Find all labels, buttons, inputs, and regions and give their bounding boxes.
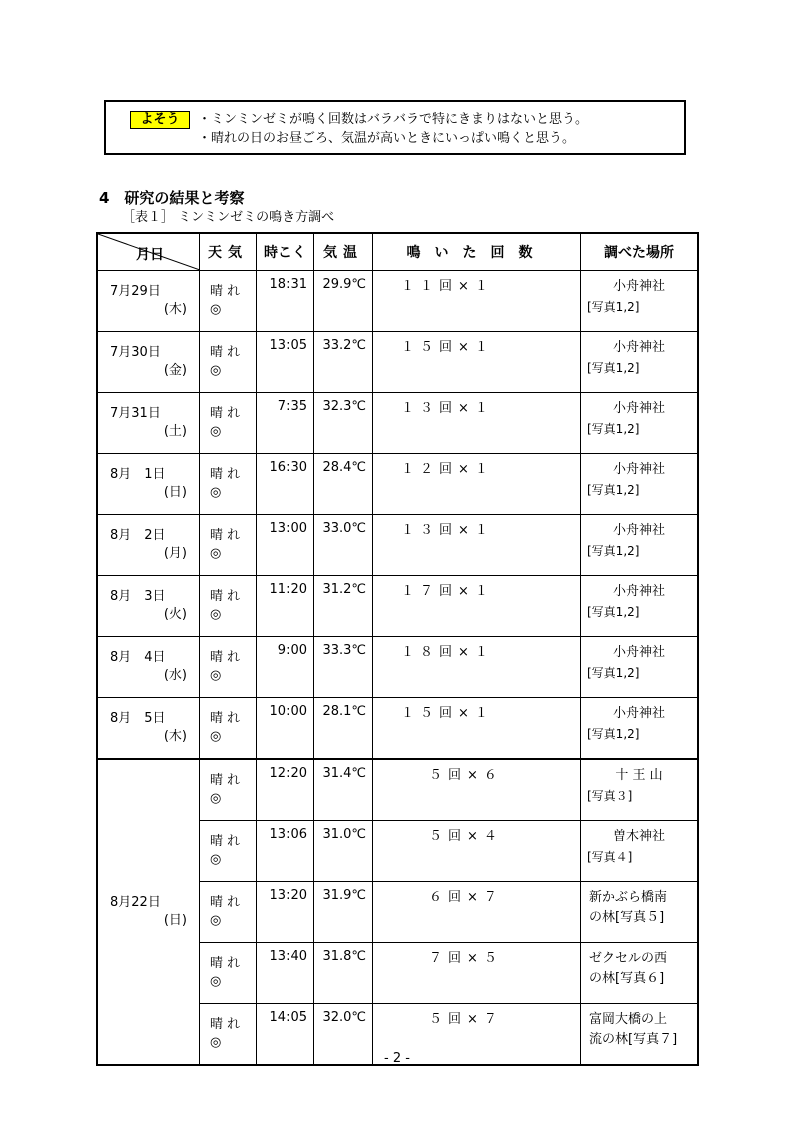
sunny-mark: ◎ (210, 791, 222, 806)
weather-cell (200, 515, 257, 576)
time-cell: 10:00 (257, 698, 314, 760)
temp-cell: 29.9℃ (314, 271, 373, 332)
weather-text: 晴 れ (210, 895, 241, 910)
call-count-cell: ６回×７ (373, 882, 581, 943)
weather-cell (200, 332, 257, 393)
call-count-cell: ５回×４ (373, 821, 581, 882)
place-cell (581, 515, 698, 576)
sunny-mark: ◎ (210, 363, 222, 378)
weather-text: 晴 れ (210, 406, 241, 421)
date-cell (98, 515, 200, 576)
date-month-day: 8月 1日 (110, 467, 166, 482)
weather-cell (200, 454, 257, 515)
sunny-mark: ◎ (210, 913, 222, 928)
weather-cell (200, 759, 257, 821)
photo-ref: [写真1,2] (587, 605, 640, 619)
weather-text: 晴 れ (210, 528, 241, 543)
table-row (98, 332, 698, 393)
time-cell: 13:05 (257, 332, 314, 393)
date-weekday: (火) (163, 607, 187, 622)
call-count-cell: １３回×１ (373, 393, 581, 454)
call-count-cell: １２回×１ (373, 454, 581, 515)
table-row (98, 576, 698, 637)
table-row (98, 454, 698, 515)
place-name: ゼクセルの西 (589, 951, 668, 966)
weather-text: 晴 れ (210, 956, 241, 971)
date-cell (98, 393, 200, 454)
photo-ref: [写真1,2] (587, 300, 640, 314)
temp-cell: 31.9℃ (314, 882, 373, 943)
weather-cell (200, 576, 257, 637)
call-count-cell: ５回×６ (373, 759, 581, 821)
place-name: 曽木神社 (612, 829, 665, 844)
date-weekday: (金) (163, 363, 187, 378)
place-cell (581, 393, 698, 454)
temp-cell: 31.8℃ (314, 943, 373, 1004)
time-cell: 18:31 (257, 271, 314, 332)
header-date-label: 月日 (136, 247, 164, 263)
date-cell (98, 271, 200, 332)
weather-cell (200, 882, 257, 943)
time-cell: 13:06 (257, 821, 314, 882)
date-month-day: 7月30日 (110, 345, 161, 360)
photo-ref: の林[写真５] (589, 910, 665, 925)
date-cell (98, 332, 200, 393)
temp-cell: 28.4℃ (314, 454, 373, 515)
temp-cell: 31.2℃ (314, 576, 373, 637)
photo-ref: [写真1,2] (587, 666, 640, 680)
table-row (98, 698, 698, 760)
temp-cell: 31.4℃ (314, 759, 373, 821)
temp-cell: 33.0℃ (314, 515, 373, 576)
sunny-mark: ◎ (210, 485, 222, 500)
photo-ref: の林[写真６] (589, 971, 665, 986)
place-name: 十 王 山 (615, 768, 663, 783)
weather-cell (200, 698, 257, 760)
date-weekday: (月) (163, 546, 187, 561)
prediction-label: よそう (130, 111, 190, 129)
weather-text: 晴 れ (210, 1017, 241, 1032)
table-row (98, 515, 698, 576)
date-month-day: 8月 3日 (110, 589, 166, 604)
place-cell (581, 943, 698, 1004)
sunny-mark: ◎ (210, 302, 222, 317)
sunny-mark: ◎ (210, 1035, 222, 1050)
photo-ref: [写真４] (587, 850, 633, 864)
sunny-mark: ◎ (210, 607, 222, 622)
sunny-mark: ◎ (210, 852, 222, 867)
date-cell (98, 698, 200, 760)
weather-cell (200, 821, 257, 882)
date-month-day: 8月 5日 (110, 711, 166, 726)
photo-ref: 流の林[写真７] (589, 1032, 678, 1047)
weather-text: 晴 れ (210, 345, 241, 360)
place-name: 富岡大橋の上 (589, 1012, 668, 1027)
sunny-mark: ◎ (210, 668, 222, 683)
prediction-line-1: ・ミンミンゼミが鳴く回数はバラバラで特にきまりはないと思う。 (198, 112, 589, 127)
place-name: 小舟神社 (612, 706, 665, 721)
sunny-mark: ◎ (210, 974, 222, 989)
photo-ref: [写真1,2] (587, 727, 640, 741)
photo-ref: [写真３] (587, 789, 633, 803)
place-cell (581, 271, 698, 332)
place-cell (581, 821, 698, 882)
date-weekday: (木) (163, 302, 187, 317)
call-count-cell: ７回×５ (373, 943, 581, 1004)
cicada-table (97, 233, 698, 1065)
date-month-day: 8月 2日 (110, 528, 166, 543)
date-cell (98, 576, 200, 637)
table-row (98, 393, 698, 454)
place-name: 小舟神社 (612, 645, 665, 660)
date-cell (98, 454, 200, 515)
time-cell: 9:00 (257, 637, 314, 698)
call-count-cell: １５回×１ (373, 698, 581, 760)
place-name: 小舟神社 (612, 279, 665, 294)
date-month-day: 7月29日 (110, 284, 161, 299)
table-row (98, 271, 698, 332)
date-cell-merged (98, 759, 200, 1065)
prediction-box (104, 100, 686, 155)
place-name: 小舟神社 (612, 340, 665, 355)
table-body-aug22 (98, 759, 698, 1065)
time-cell: 7:35 (257, 393, 314, 454)
header-weather: 天気 (200, 234, 257, 271)
weather-text: 晴 れ (210, 284, 241, 299)
place-cell (581, 454, 698, 515)
call-count-cell: １３回×１ (373, 515, 581, 576)
place-cell (581, 637, 698, 698)
photo-ref: [写真1,2] (587, 483, 640, 497)
header-count: 鳴いた回数 (373, 234, 581, 271)
temp-cell: 31.0℃ (314, 821, 373, 882)
time-cell: 13:20 (257, 882, 314, 943)
table-caption: ［表１］ ミンミンゼミの鳴き方調べ (122, 210, 335, 225)
date-weekday: (水) (163, 668, 187, 683)
weather-cell (200, 943, 257, 1004)
weather-cell (200, 393, 257, 454)
time-cell: 14:05 (257, 1004, 314, 1065)
table-body-daily (98, 271, 698, 760)
call-count-cell: １７回×１ (373, 576, 581, 637)
weather-text: 晴 れ (210, 589, 241, 604)
date-month-day: 8月 4日 (110, 650, 166, 665)
sunny-mark: ◎ (210, 729, 222, 744)
temp-cell: 28.1℃ (314, 698, 373, 760)
weather-text: 晴 れ (210, 773, 241, 788)
date-weekday: (木) (163, 729, 187, 744)
table-row (98, 759, 698, 821)
call-count-cell: １１回×１ (373, 271, 581, 332)
time-cell: 13:00 (257, 515, 314, 576)
temp-cell: 32.0℃ (314, 1004, 373, 1065)
photo-ref: [写真1,2] (587, 422, 640, 436)
sunny-mark: ◎ (210, 546, 222, 561)
date-weekday: (日) (163, 485, 187, 500)
prediction-line-2: ・晴れの日のお昼ごろ、気温が高いときにいっぱい鳴くと思う。 (198, 131, 576, 146)
place-name: 小舟神社 (612, 462, 665, 477)
weather-text: 晴 れ (210, 650, 241, 665)
time-cell: 13:40 (257, 943, 314, 1004)
place-cell (581, 882, 698, 943)
place-cell (581, 576, 698, 637)
date-month-day: 7月31日 (110, 406, 161, 421)
place-name: 新かぶら橋南 (589, 890, 668, 905)
date-month-day: 8月22日 (110, 895, 161, 910)
temp-cell: 33.2℃ (314, 332, 373, 393)
sunny-mark: ◎ (210, 424, 222, 439)
photo-ref: [写真1,2] (587, 361, 640, 375)
date-cell (98, 637, 200, 698)
page-number: - 2 - (384, 1051, 410, 1066)
table-row (98, 637, 698, 698)
place-cell (581, 759, 698, 821)
place-name: 小舟神社 (612, 523, 665, 538)
time-cell: 11:20 (257, 576, 314, 637)
header-temp: 気温 (314, 234, 373, 271)
weather-text: 晴 れ (210, 834, 241, 849)
weather-text: 晴 れ (210, 711, 241, 726)
section-title: 4 研究の結果と考察 (99, 189, 245, 207)
date-weekday: (土) (163, 424, 187, 439)
time-cell: 16:30 (257, 454, 314, 515)
header-place: 調べた場所 (581, 234, 698, 271)
header-date (98, 234, 200, 271)
weather-text: 晴 れ (210, 467, 241, 482)
weather-cell (200, 271, 257, 332)
call-count-cell: １５回×１ (373, 332, 581, 393)
header-time: 時こく (257, 234, 314, 271)
place-name: 小舟神社 (612, 401, 665, 416)
temp-cell: 33.3℃ (314, 637, 373, 698)
place-name: 小舟神社 (612, 584, 665, 599)
call-count-cell: １８回×１ (373, 637, 581, 698)
weather-cell (200, 637, 257, 698)
temp-cell: 32.3℃ (314, 393, 373, 454)
place-cell (581, 332, 698, 393)
place-cell (581, 698, 698, 760)
call-count-cell: ５回×７ (373, 1004, 581, 1065)
date-weekday: (日) (163, 913, 187, 928)
time-cell: 12:20 (257, 759, 314, 821)
photo-ref: [写真1,2] (587, 544, 640, 558)
